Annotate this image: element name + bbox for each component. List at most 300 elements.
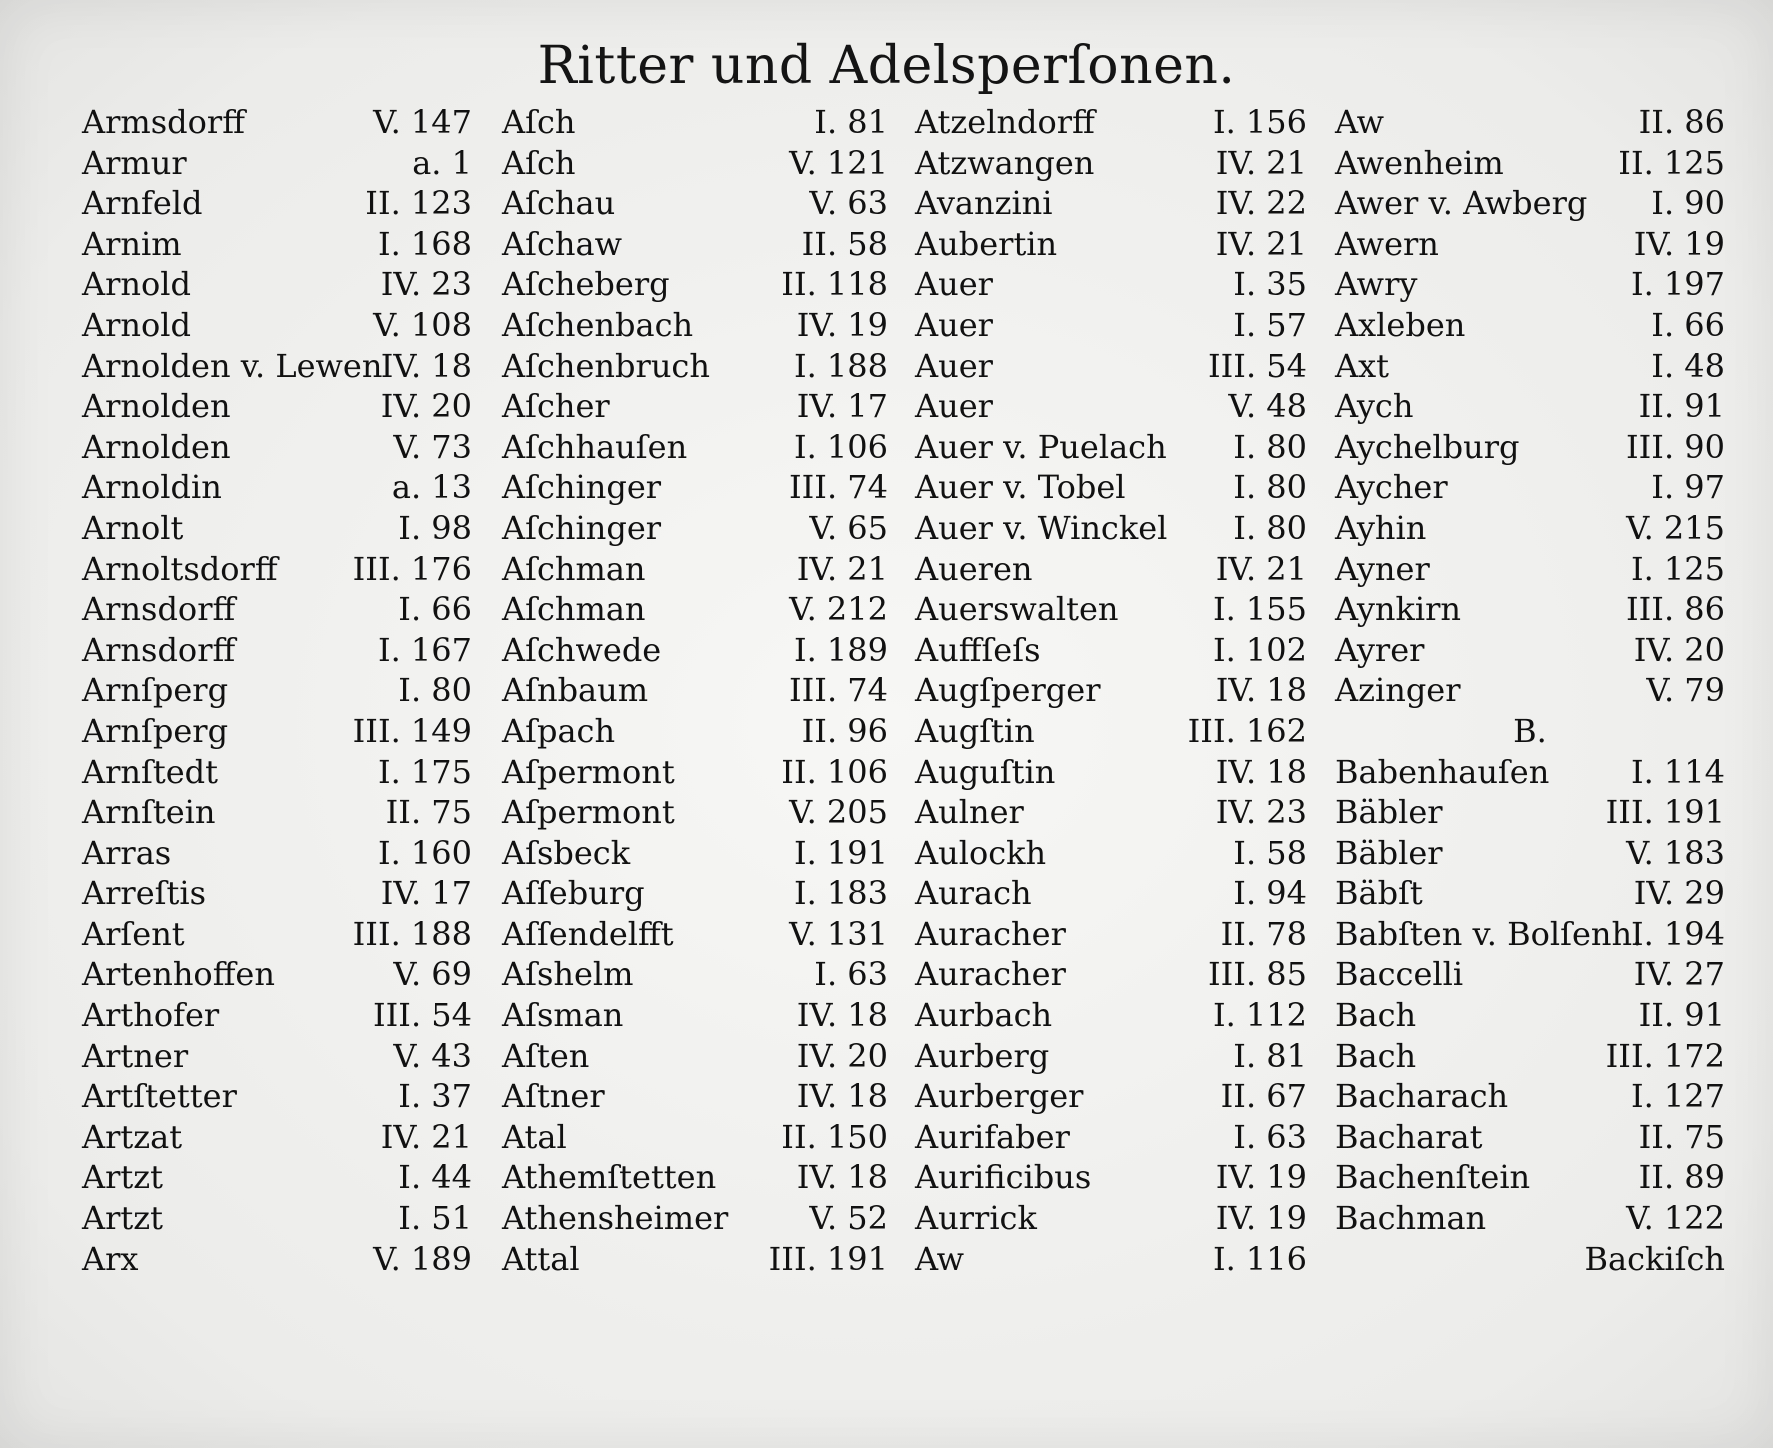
index-entry <box>1335 914 1725 955</box>
entry-reference: IV. 20 <box>1633 630 1725 669</box>
entry-name: Atal <box>502 1117 567 1156</box>
entry-reference: I. 98 <box>398 508 472 547</box>
entry-reference: III. 54 <box>1208 346 1307 385</box>
entry-name: Arreſtis <box>82 874 206 913</box>
entry-name: Arnſtedt <box>82 752 218 791</box>
entry-name: Artner <box>82 1036 189 1075</box>
index-entry <box>915 427 1307 468</box>
entry-name: Auguſtin <box>915 752 1056 791</box>
entry-reference: III. 162 <box>1187 711 1307 750</box>
entry-name: Aſchinger <box>502 468 662 507</box>
entry-reference: I. 160 <box>377 833 472 872</box>
entry-reference: I. 80 <box>1233 427 1307 466</box>
entry-reference: I. 114 <box>1630 752 1725 791</box>
index-entry <box>82 224 472 265</box>
index-entry <box>915 792 1307 833</box>
entry-name: Awern <box>1335 224 1439 263</box>
index-entry <box>82 1239 472 1280</box>
entry-reference: II. 123 <box>365 184 472 223</box>
entry-reference: I. 167 <box>377 630 472 669</box>
entry-name: Artzt <box>82 1158 163 1197</box>
entry-reference: V. 48 <box>1228 387 1307 426</box>
entry-name: Arras <box>82 833 172 872</box>
index-entry <box>915 1198 1307 1239</box>
entry-name: Babſten v. Bolſenh. <box>1335 914 1643 953</box>
entry-name: Bäbler <box>1335 793 1443 832</box>
entry-reference: V. 73 <box>393 427 472 466</box>
entry-name: Aurach <box>915 874 1032 913</box>
entry-reference: II. 75 <box>385 793 472 832</box>
entry-reference: V. 65 <box>809 508 888 547</box>
entry-name: Auracher <box>915 955 1066 994</box>
entry-reference: I. 168 <box>377 224 472 263</box>
entry-name: Arnfeld <box>82 184 203 223</box>
entry-reference: I. 112 <box>1212 996 1307 1035</box>
entry-name: Axleben <box>1335 305 1466 344</box>
index-entry <box>502 1157 888 1198</box>
index-entry <box>82 1157 472 1198</box>
entry-reference: I. 189 <box>793 630 888 669</box>
entry-name: Artzt <box>82 1199 163 1238</box>
index-entry <box>915 630 1307 671</box>
entry-reference: I. 66 <box>398 590 472 629</box>
entry-name: Aueren <box>915 549 1033 588</box>
entry-name: Aſsman <box>502 996 624 1035</box>
index-entry <box>82 264 472 305</box>
entry-reference: IV. 20 <box>796 1036 888 1075</box>
index-entry <box>502 914 888 955</box>
entry-name: Artzat <box>82 1117 183 1156</box>
index-entry <box>82 833 472 874</box>
entry-name: Aſchwede <box>502 630 662 669</box>
entry-reference: III. 149 <box>352 711 472 750</box>
entry-reference: IV. 22 <box>1215 184 1307 223</box>
entry-reference: II. 89 <box>1638 1158 1725 1197</box>
entry-reference: I. 194 <box>1630 914 1725 953</box>
entry-name: Aurificibus <box>915 1158 1092 1197</box>
entry-reference: IV. 18 <box>796 996 888 1035</box>
index-entry <box>502 630 888 671</box>
index-entry <box>82 1198 472 1239</box>
index-entry <box>1335 264 1725 305</box>
entry-reference: I. 44 <box>398 1158 472 1197</box>
index-entry <box>502 752 888 793</box>
entry-name: Baccelli <box>1335 955 1464 994</box>
entry-reference: II. 78 <box>1220 914 1307 953</box>
index-entry <box>915 1157 1307 1198</box>
entry-reference: III. 188 <box>352 914 472 953</box>
index-entry <box>82 1076 472 1117</box>
index-entry <box>502 224 888 265</box>
entry-reference: V. 63 <box>809 184 888 223</box>
entry-name: Avanzini <box>915 184 1053 223</box>
entry-reference: V. 52 <box>809 1199 888 1238</box>
index-entry <box>82 914 472 955</box>
entry-reference: I. 58 <box>1233 833 1307 872</box>
index-entry <box>82 873 472 914</box>
index-entry <box>502 549 888 590</box>
entry-name: Awer v. Awberg <box>1335 184 1588 223</box>
entry-name: Aſchaw <box>502 224 622 263</box>
entry-reference: I. 66 <box>1651 305 1725 344</box>
index-entry <box>502 589 888 630</box>
entry-name: Auracher <box>915 914 1066 953</box>
entry-reference: IV. 18 <box>1215 671 1307 710</box>
index-entry <box>1335 386 1725 427</box>
index-entry <box>1335 467 1725 508</box>
index-entry <box>82 1036 472 1077</box>
index-entry <box>915 1117 1307 1158</box>
entry-reference: II. 91 <box>1638 996 1725 1035</box>
index-entry <box>1335 427 1725 468</box>
index-entry <box>915 752 1307 793</box>
entry-name: Arthofer <box>82 996 220 1035</box>
entry-reference: I. 191 <box>793 833 888 872</box>
entry-reference: a. 1 <box>412 143 472 182</box>
entry-name: Aychelburg <box>1335 427 1520 466</box>
index-entry <box>915 467 1307 508</box>
index-entry <box>1335 143 1725 184</box>
entry-reference: IV. 18 <box>1215 752 1307 791</box>
entry-name: Aſpermont <box>502 793 675 832</box>
entry-name: Aſchman <box>502 590 646 629</box>
entry-reference: III. 85 <box>1208 955 1307 994</box>
index-entry <box>502 833 888 874</box>
entry-reference: V. 212 <box>789 590 888 629</box>
index-entry <box>502 143 888 184</box>
entry-name: Auer v. Tobel <box>915 468 1126 507</box>
entry-name: Arnold <box>82 265 191 304</box>
entry-reference: IV. 21 <box>1215 143 1307 182</box>
index-entry <box>502 427 888 468</box>
index-entry <box>915 670 1307 711</box>
entry-reference: IV. 17 <box>796 387 888 426</box>
entry-reference: II. 96 <box>801 711 888 750</box>
index-entry <box>915 711 1307 752</box>
entry-reference: V. 122 <box>1626 1199 1725 1238</box>
entry-reference: I. 106 <box>793 427 888 466</box>
entry-reference: I. 80 <box>398 671 472 710</box>
entry-reference: I. 102 <box>1212 630 1307 669</box>
index-entry <box>915 1076 1307 1117</box>
entry-reference: V. 131 <box>789 914 888 953</box>
entry-name: Arnsdorff <box>82 630 236 669</box>
index-entry <box>82 549 472 590</box>
entry-name: Arnim <box>82 224 182 263</box>
entry-reference: V. 121 <box>789 143 888 182</box>
entry-reference: I. 63 <box>814 955 888 994</box>
entry-reference: II. 125 <box>1618 143 1725 182</box>
entry-name: Aurrick <box>915 1199 1037 1238</box>
entry-reference: IV. 27 <box>1633 955 1725 994</box>
index-entry <box>82 143 472 184</box>
entry-name: Armur <box>82 143 187 182</box>
entry-reference: I. 155 <box>1212 590 1307 629</box>
entry-reference: IV. 23 <box>1215 793 1307 832</box>
entry-name: Aulockh <box>915 833 1047 872</box>
entry-reference: I. 183 <box>793 874 888 913</box>
entry-name: Aſcheberg <box>502 265 670 304</box>
entry-name: Aw <box>1335 103 1385 141</box>
entry-name: Awenheim <box>1335 143 1504 182</box>
entry-reference: I. 127 <box>1630 1077 1725 1116</box>
entry-reference: V. 108 <box>373 305 472 344</box>
index-entry <box>915 305 1307 346</box>
index-entry <box>1335 224 1725 265</box>
entry-name: Aſshelm <box>502 955 634 994</box>
entry-reference: I. 57 <box>1233 305 1307 344</box>
entry-reference: I. 188 <box>793 346 888 385</box>
entry-name: Ayrer <box>1335 630 1425 669</box>
index-entry <box>1335 102 1725 143</box>
entry-reference: IV. 21 <box>1215 549 1307 588</box>
index-entry <box>1335 589 1725 630</box>
index-entry <box>502 386 888 427</box>
entry-reference: IV. 23 <box>380 265 472 304</box>
entry-reference: III. 172 <box>1605 1036 1725 1075</box>
entry-reference: I. 156 <box>1212 103 1307 141</box>
entry-name: Arnsdorff <box>82 590 236 629</box>
entry-reference: II. 86 <box>1638 103 1725 141</box>
entry-name: Atzwangen <box>915 143 1095 182</box>
entry-reference: III. 191 <box>1605 793 1725 832</box>
index-entry <box>82 102 472 143</box>
index-entry <box>1335 833 1725 874</box>
entry-name: Auer <box>915 305 993 344</box>
index-entry <box>915 346 1307 387</box>
entry-reference: IV. 21 <box>380 1117 472 1156</box>
index-entry <box>502 102 888 143</box>
entry-name: Aurifaber <box>915 1117 1070 1156</box>
entry-name: Aurberger <box>915 1077 1084 1116</box>
index-entry <box>82 589 472 630</box>
entry-name: Bachman <box>1335 1199 1487 1238</box>
entry-name: Athemſtetten <box>502 1158 717 1197</box>
entry-name: Armsdorff <box>82 103 245 141</box>
entry-name: Aſten <box>502 1036 590 1075</box>
index-column-4 <box>1335 102 1725 1279</box>
entry-reference: V. 147 <box>373 103 472 141</box>
entry-reference: III. 54 <box>373 996 472 1035</box>
index-entry <box>915 508 1307 549</box>
entry-name: Arnoltsdorff <box>82 549 278 588</box>
entry-reference: I. 90 <box>1651 184 1725 223</box>
index-entry <box>1335 1117 1725 1158</box>
index-entry <box>502 1036 888 1077</box>
index-entry <box>915 1239 1307 1280</box>
page-title: Ritter und Adelsperſonen. <box>537 36 1236 96</box>
entry-name: Augſtin <box>915 711 1035 750</box>
entry-name: Aſchman <box>502 549 646 588</box>
entry-reference: III. 176 <box>352 549 472 588</box>
entry-reference: II. 75 <box>1638 1117 1725 1156</box>
index-entry <box>82 427 472 468</box>
index-entry <box>915 143 1307 184</box>
entry-reference: III. 74 <box>789 671 888 710</box>
entry-name: Auer <box>915 265 993 304</box>
entry-reference: III. 191 <box>768 1239 888 1278</box>
entry-reference: II. 150 <box>781 1117 888 1156</box>
entry-reference: II. 106 <box>781 752 888 791</box>
entry-name: Bäbſt <box>1335 874 1423 913</box>
index-entry <box>1335 1157 1725 1198</box>
entry-reference: I. 175 <box>377 752 472 791</box>
entry-name: Auffſeſs <box>915 630 1041 669</box>
entry-name: Aſcher <box>502 387 610 426</box>
entry-reference: I. 48 <box>1651 346 1725 385</box>
entry-name: Aſchau <box>502 184 616 223</box>
entry-reference: IV. 18 <box>380 346 472 385</box>
entry-name: Aſch <box>502 143 576 182</box>
index-entry <box>502 1198 888 1239</box>
entry-name: Arnoldin <box>82 468 222 507</box>
index-entry <box>915 183 1307 224</box>
entry-name: Aynkirn <box>1335 590 1462 629</box>
entry-reference: III. 74 <box>789 468 888 507</box>
entry-reference: I. 63 <box>1233 1117 1307 1156</box>
index-entry <box>1335 995 1725 1036</box>
index-entry <box>82 183 472 224</box>
entry-name: Arnſperg <box>82 671 229 710</box>
index-entry <box>502 954 888 995</box>
entry-name: Azinger <box>1335 671 1461 710</box>
index-entry <box>502 1076 888 1117</box>
index-entry <box>1335 752 1725 793</box>
index-entry <box>502 467 888 508</box>
entry-reference: a. 13 <box>391 468 472 507</box>
entry-name: Artſtetter <box>82 1077 237 1116</box>
entry-name: Babenhauſen <box>1335 752 1550 791</box>
index-entry <box>502 183 888 224</box>
index-entry <box>915 102 1307 143</box>
index-entry <box>502 264 888 305</box>
index-entry <box>82 711 472 752</box>
entry-reference: I. 197 <box>1630 265 1725 304</box>
entry-reference: IV. 18 <box>796 1077 888 1116</box>
entry-reference: IV. 19 <box>1215 1199 1307 1238</box>
entry-reference: I. 125 <box>1630 549 1725 588</box>
index-entry <box>915 549 1307 590</box>
entry-reference: IV. 29 <box>1633 874 1725 913</box>
entry-reference: IV. 21 <box>1215 224 1307 263</box>
entry-reference: V. 43 <box>393 1036 472 1075</box>
entry-reference: I. 81 <box>1233 1036 1307 1075</box>
entry-reference: II. 118 <box>781 265 888 304</box>
index-entry <box>1335 792 1725 833</box>
index-entry <box>1335 1076 1725 1117</box>
index-entry <box>502 1239 888 1280</box>
index-entry <box>1335 670 1725 711</box>
entry-reference: II. 91 <box>1638 387 1725 426</box>
entry-name: Awry <box>1335 265 1418 304</box>
entry-name: Aſſeburg <box>502 874 645 913</box>
index-entry <box>915 224 1307 265</box>
index-entry <box>82 954 472 995</box>
index-entry <box>1335 305 1725 346</box>
index-entry <box>82 630 472 671</box>
entry-name: Aſchenbach <box>502 305 694 344</box>
entry-name: Aurberg <box>915 1036 1050 1075</box>
entry-name: Arnſtein <box>82 793 216 832</box>
entry-reference: I. 80 <box>1233 468 1307 507</box>
entry-name: Bäbler <box>1335 833 1443 872</box>
entry-reference: V. 215 <box>1626 508 1725 547</box>
entry-name: Artenhoffen <box>82 955 275 994</box>
section-letter-heading <box>1335 711 1725 752</box>
entry-name: Aſsbeck <box>502 833 631 872</box>
entry-name: Bachenſtein <box>1335 1158 1531 1197</box>
index-entry <box>502 711 888 752</box>
entry-name: Aſtner <box>502 1077 605 1116</box>
index-entry <box>1335 954 1725 995</box>
index-entry <box>1335 1239 1725 1280</box>
entry-name: Athensheimer <box>502 1199 729 1238</box>
index-entry <box>82 467 472 508</box>
entry-name: Aſpach <box>502 711 616 750</box>
index-column-2 <box>502 102 888 1279</box>
index-entry <box>1335 630 1725 671</box>
entry-name: Bach <box>1335 1036 1417 1075</box>
index-column-1 <box>82 102 472 1279</box>
entry-reference: I. 35 <box>1233 265 1307 304</box>
entry-reference: V. 205 <box>789 793 888 832</box>
index-entry <box>915 386 1307 427</box>
entry-name: Aubertin <box>915 224 1058 263</box>
entry-name: Atzelndorff <box>915 103 1095 141</box>
index-entry <box>82 752 472 793</box>
entry-name: Arnold <box>82 305 191 344</box>
index-entry <box>1335 508 1725 549</box>
entry-name: Arnolt <box>82 508 184 547</box>
index-entry <box>1335 1198 1725 1239</box>
index-entry <box>1335 346 1725 387</box>
index-entry <box>915 833 1307 874</box>
entry-name: Arnſperg <box>82 711 229 750</box>
entry-name: Augſperger <box>915 671 1101 710</box>
index-entry <box>915 914 1307 955</box>
index-entry <box>1335 549 1725 590</box>
entry-name: Aſſendelfft <box>502 914 674 953</box>
entry-reference: IV. 17 <box>380 874 472 913</box>
index-entry <box>1335 873 1725 914</box>
index-entry <box>1335 183 1725 224</box>
index-entry <box>915 589 1307 630</box>
index-entry <box>502 305 888 346</box>
index-entry <box>915 954 1307 995</box>
entry-reference: IV. 19 <box>1215 1158 1307 1197</box>
entry-name: Aſch <box>502 103 576 141</box>
entry-reference: II. 58 <box>801 224 888 263</box>
entry-name: Arnolden <box>82 427 231 466</box>
index-entry <box>502 346 888 387</box>
entry-reference: V. 69 <box>393 955 472 994</box>
index-entry <box>82 792 472 833</box>
entry-name: Auer <box>915 387 993 426</box>
entry-reference: V. 79 <box>1646 671 1725 710</box>
entry-name: Ayner <box>1335 549 1430 588</box>
index-entry <box>82 1117 472 1158</box>
index-entry <box>502 873 888 914</box>
entry-name: Auer <box>915 346 993 385</box>
entry-name: Auerswalten <box>915 590 1119 629</box>
entry-name: Ayhin <box>1335 508 1427 547</box>
entry-name: Aſchinger <box>502 508 662 547</box>
entry-name: B. <box>1513 711 1547 750</box>
index-entry <box>1335 1036 1725 1077</box>
entry-name: Bach <box>1335 996 1417 1035</box>
entry-name: Arnolden <box>82 387 231 426</box>
index-entry <box>502 670 888 711</box>
